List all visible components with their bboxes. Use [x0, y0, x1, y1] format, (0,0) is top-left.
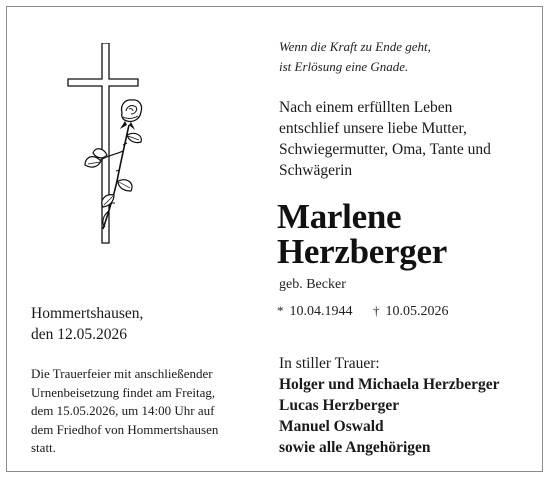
mourner-name: Lucas Herzberger [279, 397, 400, 414]
service-line: Die Trauerfeier mit anschließender [31, 366, 213, 381]
death-date-group [373, 303, 449, 320]
service-line: Urnenbeisetzung findet am Freitag, [31, 384, 216, 400]
mourner-name: Holger und Michaela Herzberger [279, 376, 500, 393]
mourner-name: Manuel Oswald [279, 418, 384, 435]
death-date: 10.05.2026 [385, 304, 449, 319]
mourners [279, 353, 549, 458]
intro-text [279, 97, 544, 181]
mourners-heading: In stiller Trauer: [279, 355, 380, 372]
intro-line: Schwägerin [279, 162, 353, 179]
birth-symbol: * [277, 303, 284, 318]
intro-line: entschlief unsere liebe Mutter, [279, 120, 467, 137]
service-line: statt. [31, 440, 56, 455]
death-symbol: † [373, 303, 380, 318]
birth-date-group [277, 303, 353, 320]
quote-line: ist Erlösung eine Gnade. [279, 59, 409, 74]
deceased-name [277, 199, 550, 269]
place-line: Hommertshausen, [31, 305, 144, 322]
intro-line: Nach einem erfüllten Leben [279, 99, 453, 116]
obituary-card [6, 6, 543, 472]
last-name: Herzberger [277, 232, 447, 271]
quote-line: Wenn die Kraft zu Ende geht, [279, 39, 431, 54]
first-name: Marlene [277, 197, 402, 236]
birth-date: 10.04.1944 [289, 304, 353, 319]
maiden-name: geb. Becker [279, 277, 346, 292]
service-line: dem Friedhof von Hommertshausen [31, 421, 219, 437]
mourner-name: sowie alle Angehörigen [279, 439, 431, 456]
date-line: den 12.05.2026 [31, 326, 128, 343]
quote [279, 37, 539, 77]
place-and-date [31, 303, 261, 345]
cross-with-rose-icon [65, 43, 155, 254]
funeral-service-info [31, 365, 271, 458]
service-line: dem 15.05.2026, um 14:00 Uhr auf [31, 403, 215, 418]
intro-line: Schwiegermutter, Oma, Tante und [279, 141, 491, 158]
